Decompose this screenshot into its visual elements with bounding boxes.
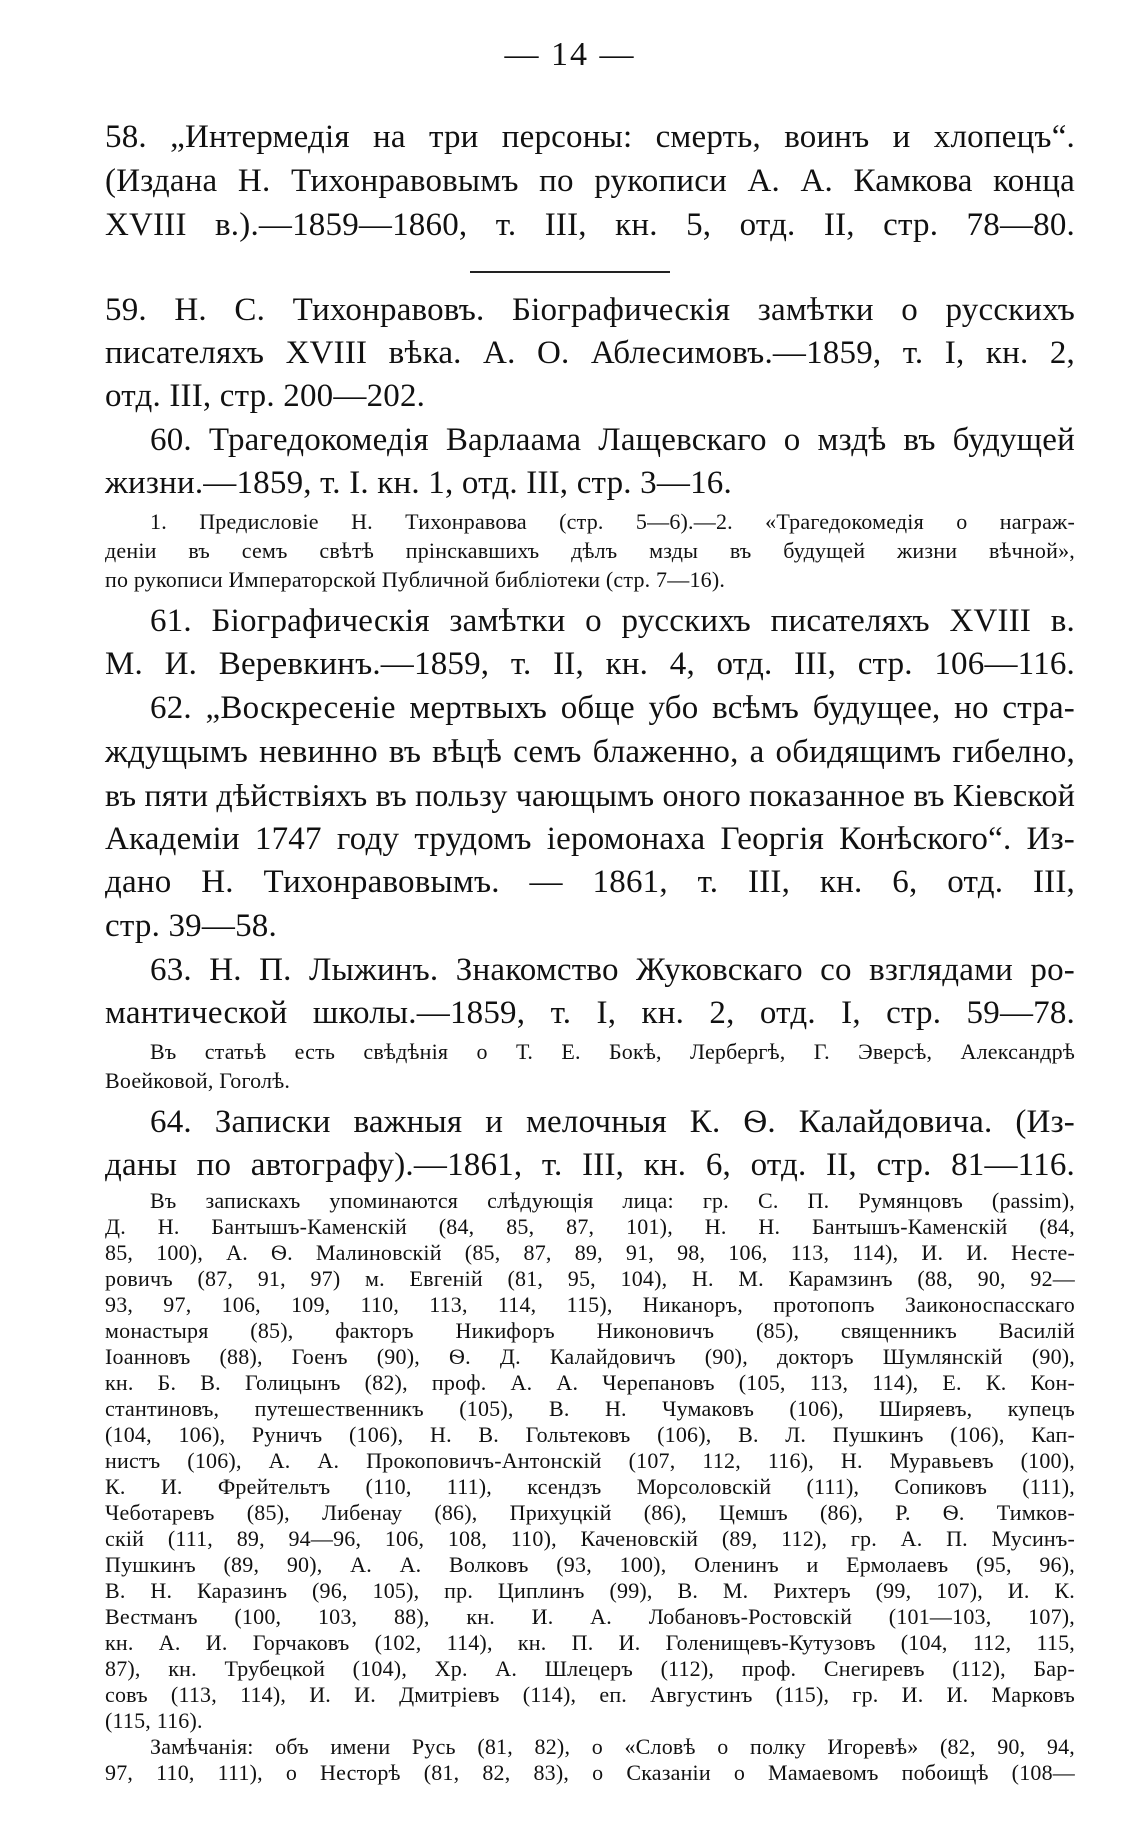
- entry-60-line: 60. Трагедокомедія Варлаама Лащевскаго о мздѣ въ будущей: [150, 422, 1075, 458]
- entry-64-note: монастыря (85), факторъ Никифоръ Никоновичъ (85), священникъ Василій: [105, 1318, 1075, 1343]
- entry-64-note: кн. А. И. Горчаковъ (102, 114), кн. П. И. Голенищевъ-Кутузовъ (104, 112, 115,: [105, 1630, 1075, 1655]
- entry-64-note: кн. Б. В. Голицынъ (82), проф. А. А. Черепановъ (105, 113, 114), Е. К. Кон-: [105, 1370, 1075, 1395]
- entry-60-note: 1. Предисловіе Н. Тихонравова (стр. 5—6).—2. «Трагедокомедія о награж-: [150, 509, 1075, 534]
- entry-64-note: (104, 106), Руничъ (106), Н. В. Гольтековъ (106), В. Л. Пушкинъ (106), Кап-: [105, 1422, 1075, 1447]
- entry-63-line: 63. Н. П. Лыжинъ. Знакомство Жуковскаго со взглядами ро-: [150, 952, 1075, 988]
- entry-64-note: Д. Н. Бантышъ-Каменскій (84, 85, 87, 101), Н. Н. Бантышъ-Каменскій (84,: [105, 1214, 1075, 1239]
- entry-64-remarks: 97, 110, 111), о Несторѣ (81, 82, 83), о Сказаніи о Мамаевомъ побоищѣ (108—: [105, 1760, 1075, 1785]
- entry-59-line: писателяхъ XVIII вѣка. А. О. Аблесимовъ.—1859, т. I, кн. 2,: [105, 335, 1075, 371]
- entry-63-note: Воейковой, Гоголѣ.: [105, 1068, 291, 1093]
- entry-60-note: деніи въ семъ свѣтѣ прінскавшихъ дѣлъ мзды въ будущей жизни вѣчной»,: [105, 538, 1075, 563]
- entry-63-line: мантической школы.—1859, т. I, кн. 2, отд. I, стр. 59—78.: [105, 995, 1075, 1031]
- entry-64-note: 87), кн. Трубецкой (104), Хр. А. Шлецеръ (112), проф. Снегиревъ (112), Бар-: [105, 1656, 1075, 1681]
- entry-64-remarks: Замѣчанія: объ имени Русь (81, 82), о «Словѣ о полку Игоревѣ» (82, 90, 94,: [150, 1734, 1075, 1759]
- entry-64-note: (115, 116).: [105, 1708, 203, 1733]
- entry-64-note: ровичъ (87, 91, 97) м. Евгеній (81, 95, 104), Н. М. Карамзинъ (88, 90, 92—: [105, 1266, 1075, 1291]
- entry-64-note: скій (111, 89, 94—96, 106, 108, 110), Каченовскій (89, 112), гр. А. П. Мусинъ-: [105, 1526, 1075, 1551]
- entry-64-line: даны по автографу).—1861, т. III, кн. 6, отд. II, стр. 81—116.: [105, 1147, 1075, 1183]
- entry-64-note: В. Н. Каразинъ (96, 105), пр. Циплинъ (99), В. М. Рихтеръ (99, 107), И. К.: [105, 1578, 1075, 1603]
- entry-64-note: стантиновъ, путешественникъ (105), В. Н. Чумаковъ (106), Ширяевъ, купецъ: [105, 1396, 1075, 1421]
- entry-60-note: по рукописи Императорской Публичной библіотеки (стр. 7—16).: [105, 567, 726, 592]
- entry-64-note: совъ (113, 114), И. И. Дмитріевъ (114), еп. Августинъ (115), гр. И. И. Марковъ: [105, 1682, 1075, 1707]
- entry-64-note: Чеботаревъ (85), Либенау (86), Прихуцкій (86), Цемшъ (86), Р. Ѳ. Тимков-: [105, 1500, 1075, 1525]
- entry-61-line: М. И. Веревкинъ.—1859, т. II, кн. 4, отд. III, стр. 106—116.: [105, 646, 1075, 682]
- entry-64-note: Въ запискахъ упоминаются слѣдующія лица: гр. С. П. Румянцовъ (passim),: [150, 1188, 1075, 1213]
- section-divider: [470, 271, 670, 273]
- entry-62-line: стр. 39—58.: [105, 908, 277, 944]
- entry-58-line: (Издана Н. Тихонравовымъ по рукописи А. А. Камкова конца: [105, 163, 1075, 199]
- entry-64-note: нистъ (106), А. А. Прокоповичъ-Антонскій (107, 112, 116), Н. Муравьевъ (100),: [105, 1448, 1075, 1473]
- entry-64-note: К. И. Фрейтельтъ (110, 111), ксендзъ Морсоловскій (111), Сопиковъ (111),: [105, 1474, 1075, 1499]
- entry-62-line: Академіи 1747 году трудомъ іеромонаха Георгія Конѣского“. Из-: [105, 821, 1075, 857]
- entry-64-note: Пушкинъ (89, 90), А. А. Волковъ (93, 100), Оленинъ и Ермолаевъ (95, 96),: [105, 1552, 1075, 1577]
- entry-59-line: 59. Н. С. Тихонравовъ. Біографическія замѣтки о русскихъ: [105, 292, 1075, 328]
- entry-61-line: 61. Біографическія замѣтки о русскихъ писателяхъ XVIII в.: [150, 603, 1075, 639]
- entry-64-note: 93, 97, 106, 109, 110, 113, 114, 115), Никаноръ, протопопъ Заиконоспасскаго: [105, 1292, 1075, 1317]
- entry-62-line: 62. „Воскресеніе мертвыхъ обще убо всѣмъ будущее, но стра-: [150, 690, 1075, 726]
- entry-62-line: въ пяти дѣйствіяхъ въ пользу чающымъ оного показанное въ Кіевской: [105, 777, 1076, 813]
- entry-64-note: Вестманъ (100, 103, 88), кн. И. А. Лобановъ-Ростовскій (101—103, 107),: [105, 1604, 1075, 1629]
- entry-62-line: дано Н. Тихонравовымъ. — 1861, т. III, кн. 6, отд. III,: [105, 864, 1075, 900]
- entry-62-line: ждущымъ невинно въ вѣцѣ семъ блаженно, а обидящимъ гибелно,: [105, 734, 1075, 770]
- entry-58-line: XVIII в.).—1859—1860, т. III, кн. 5, отд. II, стр. 78—80.: [105, 207, 1075, 243]
- entry-58-line: 58. „Интермедія на три персоны: смерть, воинъ и хлопецъ“.: [105, 119, 1075, 155]
- entry-64-note: 85, 100), А. Ѳ. Малиновскій (85, 87, 89, 91, 98, 106, 113, 114), И. И. Несте-: [105, 1240, 1075, 1265]
- entry-60-line: жизни.—1859, т. I. кн. 1, отд. III, стр. 3—16.: [105, 465, 732, 501]
- entry-64-note: Іоанновъ (88), Гоенъ (90), Ѳ. Д. Калайдовичъ (90), докторъ Шумлянскій (90),: [105, 1344, 1075, 1369]
- page-number: — 14 —: [504, 36, 636, 73]
- entry-64-line: 64. Записки важныя и мелочныя К. Ѳ. Калайдовича. (Из-: [150, 1104, 1075, 1140]
- entry-59-line: отд. III, стр. 200—202.: [105, 378, 426, 414]
- entry-63-note: Въ статьѣ есть свѣдѣнія о Т. Е. Бокѣ, Лербергѣ, Г. Эверсѣ, Александрѣ: [150, 1039, 1075, 1064]
